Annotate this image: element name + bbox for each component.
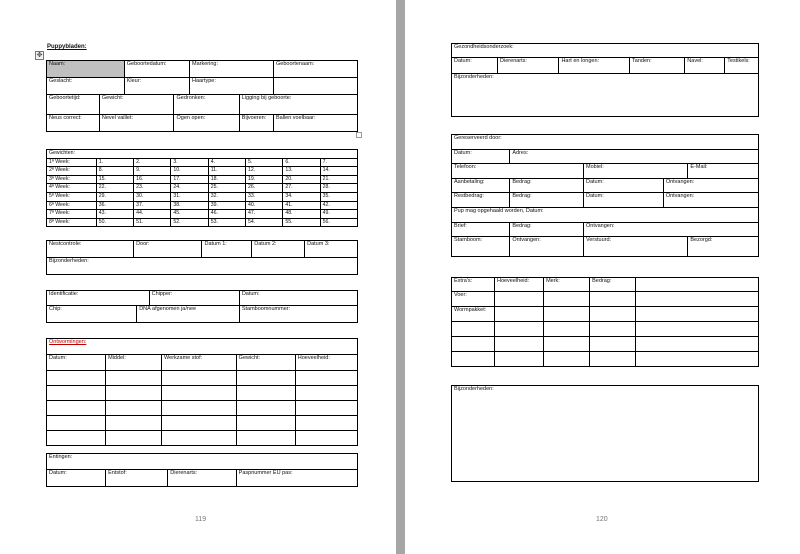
weight-cell[interactable]: 37. — [134, 201, 171, 210]
deworming-title: Ontwormingen: — [47, 339, 358, 355]
weight-cell[interactable]: 28. — [320, 184, 357, 193]
food-label: Voer: — [452, 292, 495, 307]
page-title: Puppybladen: — [47, 44, 87, 50]
grid-cell[interactable] — [162, 416, 237, 431]
grid-cell[interactable] — [590, 307, 636, 322]
quantity-header: Hoeveelheid: — [494, 278, 543, 292]
nest-notes-field[interactable]: Bijzonderheden: — [47, 258, 358, 275]
table-row — [47, 175, 358, 184]
grid-cell[interactable] — [295, 401, 357, 416]
pickup-date-field[interactable]: Pup mag opgehaald worden, Datum: — [452, 208, 759, 223]
sent-field[interactable]: Verstuurd: — [584, 237, 688, 257]
remaining-date-field[interactable]: Datum: — [584, 193, 664, 208]
vaccination-title: Entingen: — [47, 454, 358, 470]
week-label: 5ª Week: — [47, 192, 97, 201]
table-row — [452, 322, 759, 337]
pedigree-field[interactable]: Stamboom: — [452, 237, 510, 257]
table-row — [452, 292, 759, 307]
teeth-field[interactable]: Tanden: — [630, 58, 685, 74]
grid-cell[interactable] — [47, 401, 106, 416]
table-resize-handle[interactable] — [356, 132, 362, 138]
brand-header: Merk: — [544, 278, 590, 292]
birthname-field[interactable]: Geboortenaam: — [273, 61, 357, 78]
grid-cell[interactable] — [494, 292, 543, 307]
table-row — [47, 184, 358, 193]
grid-cell[interactable] — [636, 352, 759, 367]
table-row — [47, 401, 358, 416]
delivered-field[interactable]: Bezorgd: — [688, 237, 759, 257]
table-row — [452, 337, 759, 352]
reserved-by-field[interactable]: Gereserveerd door: — [452, 135, 759, 150]
grid-cell[interactable] — [544, 292, 590, 307]
weight-cell[interactable]: 9. — [134, 167, 171, 176]
grid-cell[interactable] — [47, 431, 106, 446]
empty-cell[interactable] — [273, 78, 357, 95]
grid-cell[interactable] — [494, 307, 543, 322]
extras-table — [451, 277, 759, 367]
down-payment-received-field[interactable]: Ontvangen: — [663, 179, 758, 193]
health-check-table — [451, 43, 759, 117]
grid-cell[interactable] — [106, 431, 162, 446]
weight-cell[interactable]: 46. — [208, 210, 245, 219]
grid-cell[interactable] — [452, 352, 495, 367]
health-vet-field[interactable]: Dierenarts: — [498, 58, 559, 74]
birthdate-field[interactable]: Geboortedatum: — [124, 61, 189, 78]
weight-cell[interactable]: 56. — [320, 218, 357, 227]
deworming-table — [46, 338, 358, 446]
grid-cell[interactable] — [452, 322, 495, 337]
weight-cell[interactable]: 53. — [208, 218, 245, 227]
weight-cell[interactable]: 31. — [171, 192, 208, 201]
nose-correct-field[interactable]: Neus correct: — [47, 115, 100, 132]
amount-header: Bedrag: — [590, 278, 636, 292]
weight-cell[interactable]: 23. — [134, 184, 171, 193]
down-payment-field[interactable]: Aanbetaling: — [452, 179, 510, 193]
grid-cell[interactable] — [295, 416, 357, 431]
grid-cell[interactable] — [590, 352, 636, 367]
door-field[interactable]: Door: — [134, 241, 202, 258]
grid-cell[interactable] — [494, 322, 543, 337]
reservation-table — [451, 134, 759, 257]
grid-cell[interactable] — [106, 386, 162, 401]
grid-cell[interactable] — [236, 371, 295, 386]
deworming-weight-header: Gewicht: — [236, 355, 295, 371]
table-row — [47, 218, 358, 227]
chipper-field[interactable]: Chipper: — [149, 291, 239, 306]
weight-cell[interactable]: 48. — [283, 210, 320, 219]
reservation-date-field[interactable]: Datum: — [452, 150, 510, 164]
vet-header[interactable]: Dierenarts: — [168, 470, 236, 487]
grid-cell[interactable] — [47, 416, 106, 431]
weight-cell[interactable]: 24. — [171, 184, 208, 193]
health-notes-field[interactable]: Bijzonderheden: — [452, 74, 759, 117]
weight-cell[interactable]: 45. — [171, 210, 208, 219]
chip-field[interactable]: Chip: — [47, 306, 137, 323]
hairtype-field[interactable]: Haartype: — [190, 78, 274, 95]
grid-cell[interactable] — [636, 278, 759, 292]
weight-cell[interactable]: 50. — [96, 218, 133, 227]
eu-passport-header[interactable]: Paspnummer EU pas: — [236, 470, 357, 487]
extra-feeding-field[interactable]: Bijvoeren: — [239, 115, 273, 132]
week-label: 4ª Week: — [47, 184, 97, 193]
pedigree-received-field[interactable]: Ontvangen: — [510, 237, 584, 257]
weight-cell[interactable]: 30. — [134, 192, 171, 201]
grid-cell[interactable] — [236, 416, 295, 431]
grid-cell[interactable] — [236, 386, 295, 401]
weight-cell[interactable]: 43. — [96, 210, 133, 219]
table-row — [47, 167, 358, 176]
weight-cell[interactable]: 14. — [320, 167, 357, 176]
eyes-open-field[interactable]: Ogen open: — [174, 115, 239, 132]
weight-cell[interactable]: 4. — [208, 158, 245, 167]
grid-cell[interactable] — [636, 292, 759, 307]
weight-cell[interactable]: 1. — [96, 158, 133, 167]
weight-cell[interactable]: 52. — [171, 218, 208, 227]
grid-cell[interactable] — [162, 386, 237, 401]
weight-cell[interactable]: 18. — [208, 175, 245, 184]
grid-cell[interactable] — [636, 337, 759, 352]
weight-cell[interactable]: 5. — [246, 158, 283, 167]
deworming-amount-header: Hoeveelheid: — [295, 355, 357, 371]
weight-cell[interactable]: 33. — [246, 192, 283, 201]
weight-cell[interactable]: 22. — [96, 184, 133, 193]
worm-package-label: Wormpakket: — [452, 307, 495, 322]
birthtime-field[interactable]: Geboortetijd: — [47, 95, 100, 115]
vaccine-header[interactable]: Entstof: — [106, 470, 168, 487]
navel-field[interactable]: Navel: — [685, 58, 725, 74]
grid-cell[interactable] — [590, 322, 636, 337]
week-label: 1ª Week: — [47, 158, 97, 167]
weight-cell[interactable]: 10. — [171, 167, 208, 176]
down-payment-amount-field[interactable]: Bedrag: — [510, 179, 584, 193]
identification-field[interactable]: Identificatie: — [47, 291, 150, 306]
table-row — [452, 352, 759, 367]
birth-position-field[interactable]: Ligging bij geboorte: — [239, 95, 357, 115]
week-label: 2ª Week: — [47, 167, 97, 176]
drank-field[interactable]: Gedronken: — [174, 95, 239, 115]
vaccination-date-header[interactable]: Datum: — [47, 470, 106, 487]
nest-control-field[interactable]: Nestcontrole: — [47, 241, 134, 258]
grid-cell[interactable] — [295, 371, 357, 386]
grid-cell[interactable] — [162, 401, 237, 416]
weight-cell[interactable]: 2. — [134, 158, 171, 167]
testicles-check-field[interactable]: Testikels: — [725, 58, 759, 74]
grid-cell[interactable] — [236, 431, 295, 446]
grid-cell[interactable] — [636, 307, 759, 322]
weight-cell[interactable]: 35. — [320, 192, 357, 201]
notes-table — [451, 385, 759, 482]
remaining-amount-field[interactable]: Restbedrag: — [452, 193, 510, 208]
grid-cell[interactable] — [106, 371, 162, 386]
health-date-field[interactable]: Datum: — [452, 58, 498, 74]
mobile-field[interactable]: Mobiel: — [584, 164, 688, 179]
grid-cell[interactable] — [590, 292, 636, 307]
table-row — [47, 201, 358, 210]
weights-table — [46, 149, 358, 227]
grid-cell[interactable] — [47, 386, 106, 401]
notes-field[interactable]: Bijzonderheden: — [452, 386, 759, 482]
grid-cell[interactable] — [544, 337, 590, 352]
basic-info-table — [46, 60, 358, 132]
nest-control-table — [46, 240, 358, 275]
weight-cell[interactable]: 17. — [171, 175, 208, 184]
phone-field[interactable]: Telefoon: — [452, 164, 584, 179]
address-field[interactable]: Adres: — [510, 150, 759, 164]
email-field[interactable]: E-Mail: — [688, 164, 759, 179]
weight-cell[interactable]: 32. — [208, 192, 245, 201]
table-row — [47, 416, 358, 431]
ident-date-field[interactable]: Datum: — [239, 291, 357, 306]
date1-field[interactable]: Datum 1: — [202, 241, 252, 258]
page-number: 120 — [596, 516, 608, 523]
weight-cell[interactable]: 44. — [134, 210, 171, 219]
letter-amount-field[interactable]: Bedrag: — [510, 223, 584, 237]
page-right — [405, 0, 800, 554]
date2-field[interactable]: Datum 2: — [252, 241, 305, 258]
weight-cell[interactable]: 3. — [171, 158, 208, 167]
deworming-agent-header: Middel: — [106, 355, 162, 371]
letter-received-field[interactable]: Ontvangen: — [584, 223, 759, 237]
weight-cell[interactable]: 8. — [96, 167, 133, 176]
week-label: 3ª Week: — [47, 175, 97, 184]
dna-field[interactable]: DNA afgenomen ja/nee — [137, 306, 240, 323]
page-number: 119 — [195, 516, 207, 523]
grid-cell[interactable] — [544, 307, 590, 322]
weight-field[interactable]: Gewicht: — [99, 95, 174, 115]
grid-cell[interactable] — [590, 337, 636, 352]
weight-cell[interactable]: 27. — [283, 184, 320, 193]
table-row — [47, 158, 358, 167]
weight-cell[interactable]: 41. — [283, 201, 320, 210]
weight-cell[interactable]: 21. — [320, 175, 357, 184]
grid-cell[interactable] — [162, 431, 237, 446]
table-row — [47, 371, 358, 386]
weight-cell[interactable]: 42. — [320, 201, 357, 210]
grid-cell[interactable] — [636, 322, 759, 337]
weight-cell[interactable]: 47. — [246, 210, 283, 219]
letter-field[interactable]: Brief: — [452, 223, 510, 237]
testicles-field[interactable]: Ballen voelbaar: — [273, 115, 357, 132]
weight-cell[interactable]: 38. — [171, 201, 208, 210]
grid-cell[interactable] — [106, 416, 162, 431]
color-field[interactable]: Kleur: — [124, 78, 189, 95]
sex-field[interactable]: Geslacht: — [47, 78, 125, 95]
weight-cell[interactable]: 39. — [208, 201, 245, 210]
grid-cell[interactable] — [544, 352, 590, 367]
marking-field[interactable]: Markering: — [190, 61, 274, 78]
deworming-substance-header: Werkzame stof: — [162, 355, 237, 371]
weight-cell[interactable]: 15. — [96, 175, 133, 184]
week-label: 6ª Week: — [47, 201, 97, 210]
weight-cell[interactable]: 26. — [246, 184, 283, 193]
weight-cell[interactable]: 20. — [283, 175, 320, 184]
pedigree-number-field[interactable]: Stamboomnummer: — [239, 306, 357, 323]
table-row — [47, 431, 358, 446]
name-field[interactable]: Naam: — [47, 61, 125, 78]
week-label: 7ª Week: — [47, 210, 97, 219]
table-row — [452, 307, 759, 322]
grid-cell[interactable] — [295, 431, 357, 446]
remaining-received-field[interactable]: Ontvangen: — [663, 193, 758, 208]
grid-cell[interactable] — [494, 352, 543, 367]
grid-cell[interactable] — [162, 371, 237, 386]
weight-cell[interactable]: 16. — [134, 175, 171, 184]
grid-cell[interactable] — [494, 337, 543, 352]
extras-header: Extra's: — [452, 278, 495, 292]
weight-cell[interactable]: 7. — [320, 158, 357, 167]
down-payment-date-field[interactable]: Datum: — [584, 179, 664, 193]
deworming-date-header: Datum: — [47, 355, 106, 371]
weight-cell[interactable]: 36. — [96, 201, 133, 210]
weight-cell[interactable]: 55. — [283, 218, 320, 227]
grid-cell[interactable] — [295, 386, 357, 401]
table-row — [47, 386, 358, 401]
grid-cell[interactable] — [452, 337, 495, 352]
weight-cell[interactable]: 34. — [283, 192, 320, 201]
grid-cell[interactable] — [236, 401, 295, 416]
weight-cell[interactable]: 29. — [96, 192, 133, 201]
weight-cell[interactable]: 54. — [246, 218, 283, 227]
weight-cell[interactable]: 49. — [320, 210, 357, 219]
table-row — [47, 192, 358, 201]
weight-cell[interactable]: 25. — [208, 184, 245, 193]
table-row — [47, 210, 358, 219]
remaining-bedrag-field[interactable]: Bedrag: — [510, 193, 584, 208]
weight-cell[interactable]: 19. — [246, 175, 283, 184]
weight-cell[interactable]: 11. — [208, 167, 245, 176]
weight-cell[interactable]: 51. — [134, 218, 171, 227]
vaccination-table — [46, 453, 358, 487]
weight-cell[interactable]: 12. — [246, 167, 283, 176]
weight-cell[interactable]: 6. — [283, 158, 320, 167]
page-left — [0, 0, 396, 554]
nevel-field[interactable]: Nevel vaillet: — [99, 115, 174, 132]
weights-header: Gewichten: — [47, 150, 358, 159]
weight-cell[interactable]: 40. — [246, 201, 283, 210]
health-check-title: Gezondheidsonderzoek: — [452, 44, 759, 58]
heart-lungs-field[interactable]: Hart en longen: — [559, 58, 630, 74]
week-label: 8ª Week: — [47, 218, 97, 227]
grid-cell[interactable] — [47, 371, 106, 386]
identification-table — [46, 290, 358, 323]
move-handle-icon[interactable]: ✥ — [36, 52, 43, 59]
grid-cell[interactable] — [106, 401, 162, 416]
grid-cell[interactable] — [544, 322, 590, 337]
date3-field[interactable]: Datum 3: — [305, 241, 358, 258]
weight-cell[interactable]: 13. — [283, 167, 320, 176]
